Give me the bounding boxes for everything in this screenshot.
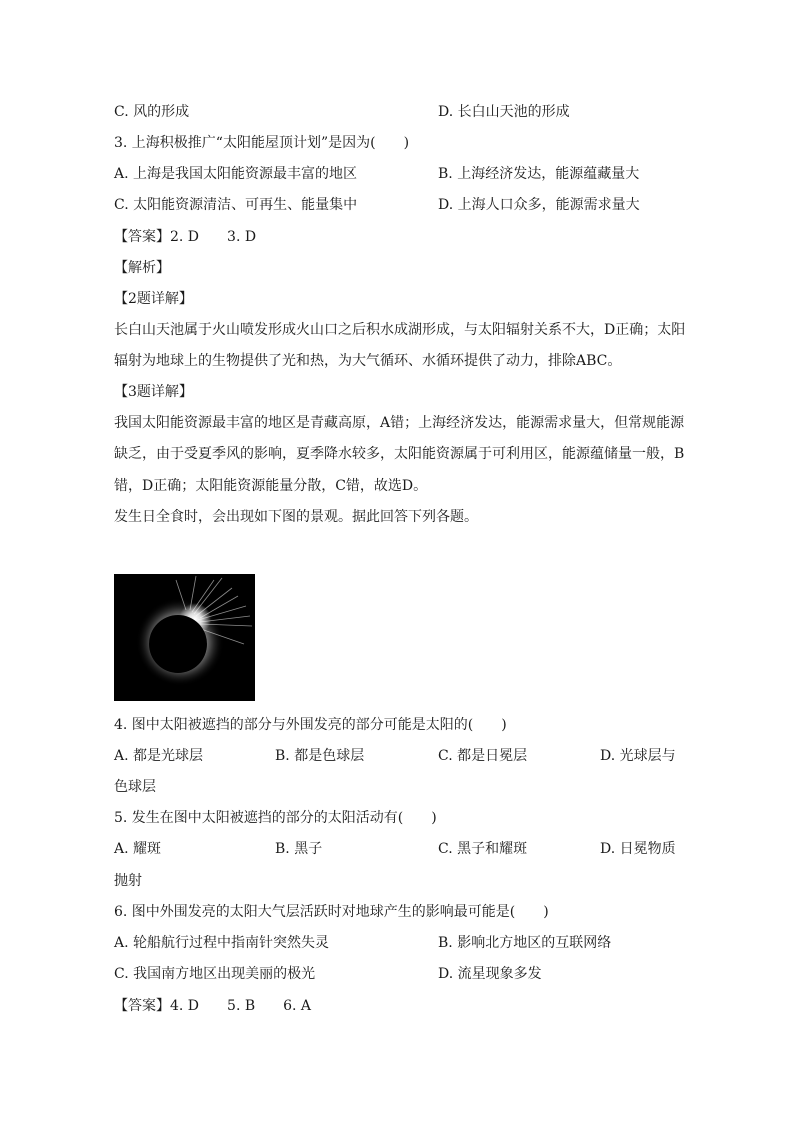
paragraph-line: 错，D正确；太阳能资源能量分散，C错，故选D。 <box>114 478 428 494</box>
option-label: A. 耀斑 <box>114 841 162 857</box>
paragraph-line: 辐射为地球上的生物提供了光和热，为大气循环、水循环提供了动力，排除ABC。 <box>114 353 622 369</box>
question-6: 6. 图中外围发亮的太阳大气层活跃时对地球产生的影响最可能是( ) <box>114 904 549 920</box>
option-c-wind <box>114 102 570 122</box>
q4-options <box>114 746 676 766</box>
analysis-heading: 【解析】 <box>114 260 170 276</box>
option-label: D. 上海人口众多，能源需求量大 <box>438 197 640 213</box>
option-label: C. 黑子和耀斑 <box>438 841 528 857</box>
option-label: B. 黑子 <box>275 841 323 857</box>
option-label: B. 上海经济发达，能源蕴藏量大 <box>438 166 640 182</box>
answer-line: 【答案】2. D 3. D <box>114 229 257 245</box>
option-label: C. 我国南方地区出现美丽的极光 <box>114 966 316 982</box>
option-label: C. 都是日冕层 <box>438 748 528 764</box>
question-5: 5. 发生在图中太阳被遮挡的部分的太阳活动有( ) <box>114 810 437 826</box>
paragraph-line: 我国太阳能资源最丰富的地区是青藏高原，A错；上海经济发达，能源需求量大，但常规能源 <box>114 415 685 431</box>
detail-heading-3: 【3题详解】 <box>114 384 193 400</box>
paragraph-line: 缺乏，由于受夏季风的影响，夏季降水较多，太阳能资源属于可利用区，能源蕴储量一般，B <box>114 446 685 462</box>
question-4: 4. 图中太阳被遮挡的部分与外围发亮的部分可能是太阳的( ) <box>114 717 507 733</box>
solar-eclipse-image <box>114 574 255 701</box>
option-label: C. 太阳能资源清洁、可再生、能量集中 <box>114 197 358 213</box>
option-label: A. 上海是我国太阳能资源最丰富的地区 <box>114 166 358 182</box>
option-label: B. 都是色球层 <box>275 748 365 764</box>
option-label: A. 都是光球层 <box>114 748 204 764</box>
detail-heading-2: 【2题详解】 <box>114 291 193 307</box>
option-label: D. 日冕物质 <box>600 841 676 857</box>
eclipse-graphic <box>114 574 255 701</box>
q6-options-row-1 <box>114 933 612 953</box>
option-label: D. 光球层与 <box>600 748 676 764</box>
option-label: D. 流星现象多发 <box>438 966 542 982</box>
option-label: B. 影响北方地区的互联网络 <box>438 935 612 951</box>
q6-options-row-2 <box>114 964 542 984</box>
option-label: C. 风的形成 <box>114 104 190 120</box>
option-continuation: 抛射 <box>114 873 142 889</box>
q3-options-row-2 <box>114 195 640 215</box>
paragraph-line: 长白山天池属于火山喷发形成火山口之后积水成湖形成，与太阳辐射关系不大，D正确；太阳 <box>114 322 686 338</box>
option-label: D. 长白山天池的形成 <box>438 104 570 120</box>
question-3: 3. 上海积极推广“太阳能屋顶计划”是因为( ) <box>114 135 410 151</box>
q5-options <box>114 839 676 859</box>
option-continuation: 色球层 <box>114 779 156 795</box>
intro-line: 发生日全食时，会出现如下图的景观。据此回答下列各题。 <box>114 509 478 525</box>
answer-line: 【答案】4. D 5. B 6. A <box>114 998 312 1014</box>
q3-options-row-1 <box>114 164 640 184</box>
option-label: A. 轮船航行过程中指南针突然失灵 <box>114 935 330 951</box>
